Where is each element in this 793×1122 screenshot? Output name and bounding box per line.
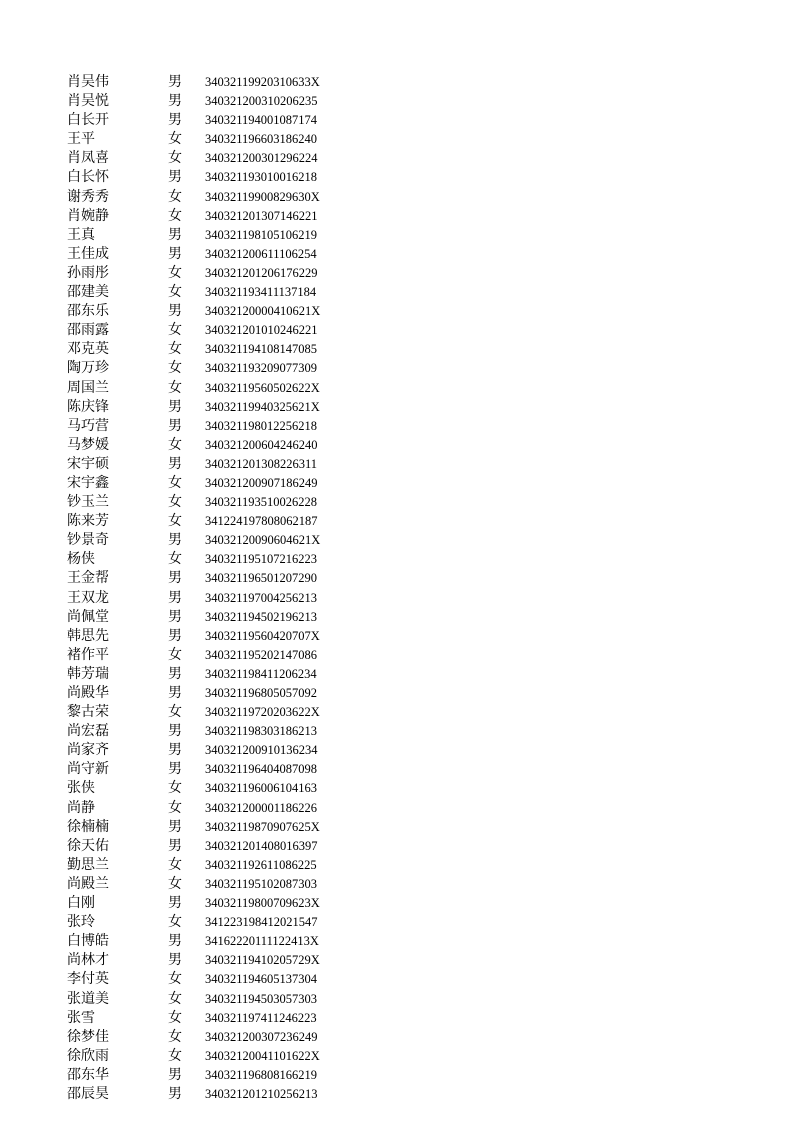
person-gender: 男 — [168, 933, 182, 950]
person-id-number: 340321198105106219 — [205, 227, 318, 242]
person-gender: 女 — [168, 1047, 182, 1064]
person-name: 王平 — [67, 131, 95, 148]
person-id-number: 340321196805057092 — [205, 686, 318, 700]
person-id-number: 340321200604246240 — [205, 437, 318, 452]
person-id-number: 34032120000410621X — [205, 304, 321, 319]
person-gender: 男 — [168, 532, 182, 549]
person-name: 肖吴伟 — [67, 74, 109, 90]
person-id-number: 340321200001186226 — [205, 800, 318, 815]
person-name: 邵雨露 — [67, 322, 109, 339]
person-gender: 男 — [168, 589, 182, 606]
person-name: 陈庆锋 — [67, 398, 109, 415]
person-id-number: 340321200310206235 — [205, 94, 318, 109]
person-name: 徐楠楠 — [67, 818, 109, 835]
person-name: 邵东乐 — [67, 303, 109, 320]
person-name: 王双龙 — [67, 589, 109, 606]
person-id-number: 340321194108147085 — [205, 342, 318, 357]
person-name: 徐欣雨 — [67, 1047, 109, 1064]
person-name: 韩思先 — [67, 627, 109, 644]
person-id-number: 340321197411246223 — [205, 1010, 317, 1025]
person-name: 张雪 — [67, 1009, 95, 1026]
person-gender: 女 — [168, 971, 182, 988]
person-name: 白刚 — [67, 895, 95, 912]
person-name: 尚殿华 — [67, 685, 109, 701]
person-gender: 女 — [168, 436, 182, 453]
person-gender: 女 — [168, 704, 182, 721]
person-gender: 女 — [168, 379, 182, 396]
person-gender: 女 — [168, 780, 182, 797]
person-id-number: 340321194503057303 — [205, 991, 318, 1006]
person-gender: 男 — [168, 608, 182, 625]
person-gender: 女 — [168, 264, 182, 281]
person-gender: 女 — [168, 513, 182, 530]
person-gender: 女 — [168, 494, 182, 511]
person-name: 钞景奇 — [67, 532, 109, 549]
person-gender: 女 — [168, 914, 182, 931]
person-gender: 男 — [168, 245, 182, 262]
person-id-number: 34032119720203622X — [205, 705, 320, 720]
person-name: 邵辰昊 — [67, 1085, 109, 1102]
person-name: 张道美 — [67, 990, 109, 1007]
person-gender: 男 — [168, 895, 182, 912]
person-name: 张侠 — [67, 780, 95, 797]
person-gender: 女 — [168, 474, 182, 491]
person-name: 尚守新 — [67, 761, 109, 778]
person-id-number: 34032120041101622X — [205, 1048, 320, 1063]
person-gender: 女 — [168, 1009, 182, 1026]
person-id-number: 340321200307236249 — [205, 1029, 318, 1044]
person-gender: 男 — [168, 627, 182, 644]
person-name: 尚林才 — [67, 952, 109, 969]
person-id-number: 34032119900829630X — [205, 189, 320, 204]
person-gender: 女 — [168, 188, 182, 205]
person-name: 谢秀秀 — [67, 188, 109, 205]
person-id-number: 340321198303186213 — [205, 724, 318, 739]
person-gender: 女 — [168, 131, 182, 148]
person-name: 白长开 — [67, 112, 109, 129]
person-gender: 男 — [168, 303, 182, 320]
person-id-number: 340321196404087098 — [205, 762, 318, 777]
person-id-number: 340321196808166219 — [205, 1067, 318, 1082]
person-gender: 男 — [168, 112, 182, 129]
person-id-number: 340321200611106254 — [205, 246, 317, 261]
person-id-number: 340321192611086225 — [205, 857, 317, 872]
person-id-number: 34032120090604621X — [205, 533, 321, 548]
person-id-number: 340321200910136234 — [205, 743, 318, 758]
person-id-number: 340321201010246221 — [205, 323, 318, 338]
person-name: 褚作平 — [67, 646, 109, 663]
person-gender: 男 — [168, 169, 182, 186]
person-gender: 女 — [168, 856, 182, 873]
person-id-number: 340321195202147086 — [205, 647, 318, 662]
person-id-number: 340321195107216223 — [205, 552, 318, 567]
person-name: 杨侠 — [67, 551, 95, 568]
person-id-number: 34032119920310633X — [205, 75, 320, 89]
person-name: 王金帮 — [67, 570, 109, 587]
person-name: 肖婉静 — [67, 207, 109, 224]
person-id-number: 340321201408016397 — [205, 838, 318, 853]
person-id-number: 340321201210256213 — [205, 1086, 318, 1101]
person-name: 白博皓 — [67, 933, 109, 950]
person-name: 黎古荣 — [67, 704, 109, 721]
person-gender: 男 — [168, 837, 182, 854]
person-gender: 男 — [168, 723, 182, 740]
person-name: 孙雨彤 — [67, 264, 109, 281]
person-name: 肖凤喜 — [67, 150, 109, 167]
person-name: 张玲 — [67, 914, 95, 931]
person-name: 陈来芳 — [67, 513, 109, 530]
person-id-number: 340321197004256213 — [205, 590, 318, 605]
person-id-number: 34032119800709623X — [205, 896, 320, 911]
person-gender: 男 — [168, 665, 182, 682]
person-id-number: 34032119560502622X — [205, 380, 320, 395]
person-gender: 女 — [168, 799, 182, 816]
person-id-number: 340321196603186240 — [205, 132, 318, 147]
person-name: 宋宇硕 — [67, 455, 109, 472]
person-gender: 男 — [168, 74, 182, 90]
person-gender: 女 — [168, 1028, 182, 1045]
person-id-number: 340321193209077309 — [205, 361, 318, 376]
person-gender: 女 — [168, 646, 182, 663]
person-name: 宋宇鑫 — [67, 474, 109, 491]
person-name: 韩芳瑞 — [67, 665, 109, 682]
person-id-number: 340321194605137304 — [205, 972, 318, 987]
person-id-number: 34162220111122413X — [205, 934, 319, 949]
person-id-number: 340321200907186249 — [205, 475, 318, 490]
person-id-number: 34032119410205729X — [205, 953, 320, 968]
person-gender: 男 — [168, 398, 182, 415]
person-name: 尚佩堂 — [67, 608, 109, 625]
person-gender: 女 — [168, 341, 182, 358]
person-gender: 男 — [168, 417, 182, 434]
person-gender: 男 — [168, 952, 182, 969]
person-id-number: 340321196501207290 — [205, 571, 318, 586]
person-name: 白长怀 — [67, 169, 109, 186]
person-gender: 女 — [168, 551, 182, 568]
person-name: 尚殿兰 — [67, 875, 109, 892]
person-id-number: 340321198012256218 — [205, 418, 318, 433]
person-name: 邓克英 — [67, 341, 109, 358]
person-name: 陶万珍 — [67, 360, 109, 377]
person-id-number: 341224197808062187 — [205, 514, 318, 529]
person-gender: 女 — [168, 875, 182, 892]
person-id-number: 340321200301296224 — [205, 151, 318, 166]
person-name: 王真 — [67, 226, 95, 243]
person-name: 尚静 — [67, 799, 95, 816]
person-name: 肖吴悦 — [67, 93, 109, 110]
person-gender: 男 — [168, 93, 182, 110]
person-gender: 男 — [168, 455, 182, 472]
person-gender: 女 — [168, 207, 182, 224]
person-gender: 女 — [168, 150, 182, 167]
person-id-number: 340321193411137184 — [205, 285, 317, 300]
person-name: 勤思兰 — [67, 856, 109, 873]
person-name: 马梦媛 — [67, 436, 109, 453]
person-name: 尚家齐 — [67, 742, 109, 759]
person-id-number: 34032119940325621X — [205, 399, 320, 414]
person-id-number: 341223198412021547 — [205, 915, 318, 930]
person-id-number: 340321193010016218 — [205, 170, 318, 185]
person-id-number: 34032119560420707X — [205, 628, 320, 643]
person-name: 钞玉兰 — [67, 494, 109, 511]
person-id-number: 340321195102087303 — [205, 876, 318, 891]
person-id-number: 34032119870907625X — [205, 819, 320, 834]
person-name: 徐天佑 — [67, 837, 109, 854]
person-gender: 男 — [168, 818, 182, 835]
person-gender: 女 — [168, 360, 182, 377]
person-gender: 女 — [168, 322, 182, 339]
person-id-number: 340321194502196213 — [205, 609, 318, 624]
person-gender: 男 — [168, 685, 182, 701]
person-id-number: 340321196006104163 — [205, 781, 318, 796]
person-gender: 男 — [168, 742, 182, 759]
person-gender: 男 — [168, 226, 182, 243]
person-id-number: 340321198411206234 — [205, 666, 317, 681]
person-id-number: 340321201206176229 — [205, 265, 318, 280]
person-name: 周国兰 — [67, 379, 109, 396]
person-name: 马巧营 — [67, 417, 109, 434]
person-id-number: 340321193510026228 — [205, 495, 318, 510]
person-name: 邵东华 — [67, 1066, 109, 1083]
person-id-number: 340321201308226311 — [205, 456, 318, 471]
person-gender: 男 — [168, 1066, 182, 1083]
person-id-number: 340321201307146221 — [205, 208, 318, 223]
person-name: 邵建美 — [67, 284, 109, 301]
person-name: 尚宏磊 — [67, 723, 109, 740]
person-gender: 男 — [168, 570, 182, 587]
person-gender: 男 — [168, 1085, 182, 1102]
person-name: 徐梦佳 — [67, 1028, 109, 1045]
person-gender: 女 — [168, 990, 182, 1007]
person-name: 李付英 — [67, 971, 109, 988]
person-gender: 男 — [168, 761, 182, 778]
person-gender: 女 — [168, 284, 182, 301]
person-name: 王佳成 — [67, 245, 109, 262]
person-id-number: 340321194001087174 — [205, 113, 318, 128]
